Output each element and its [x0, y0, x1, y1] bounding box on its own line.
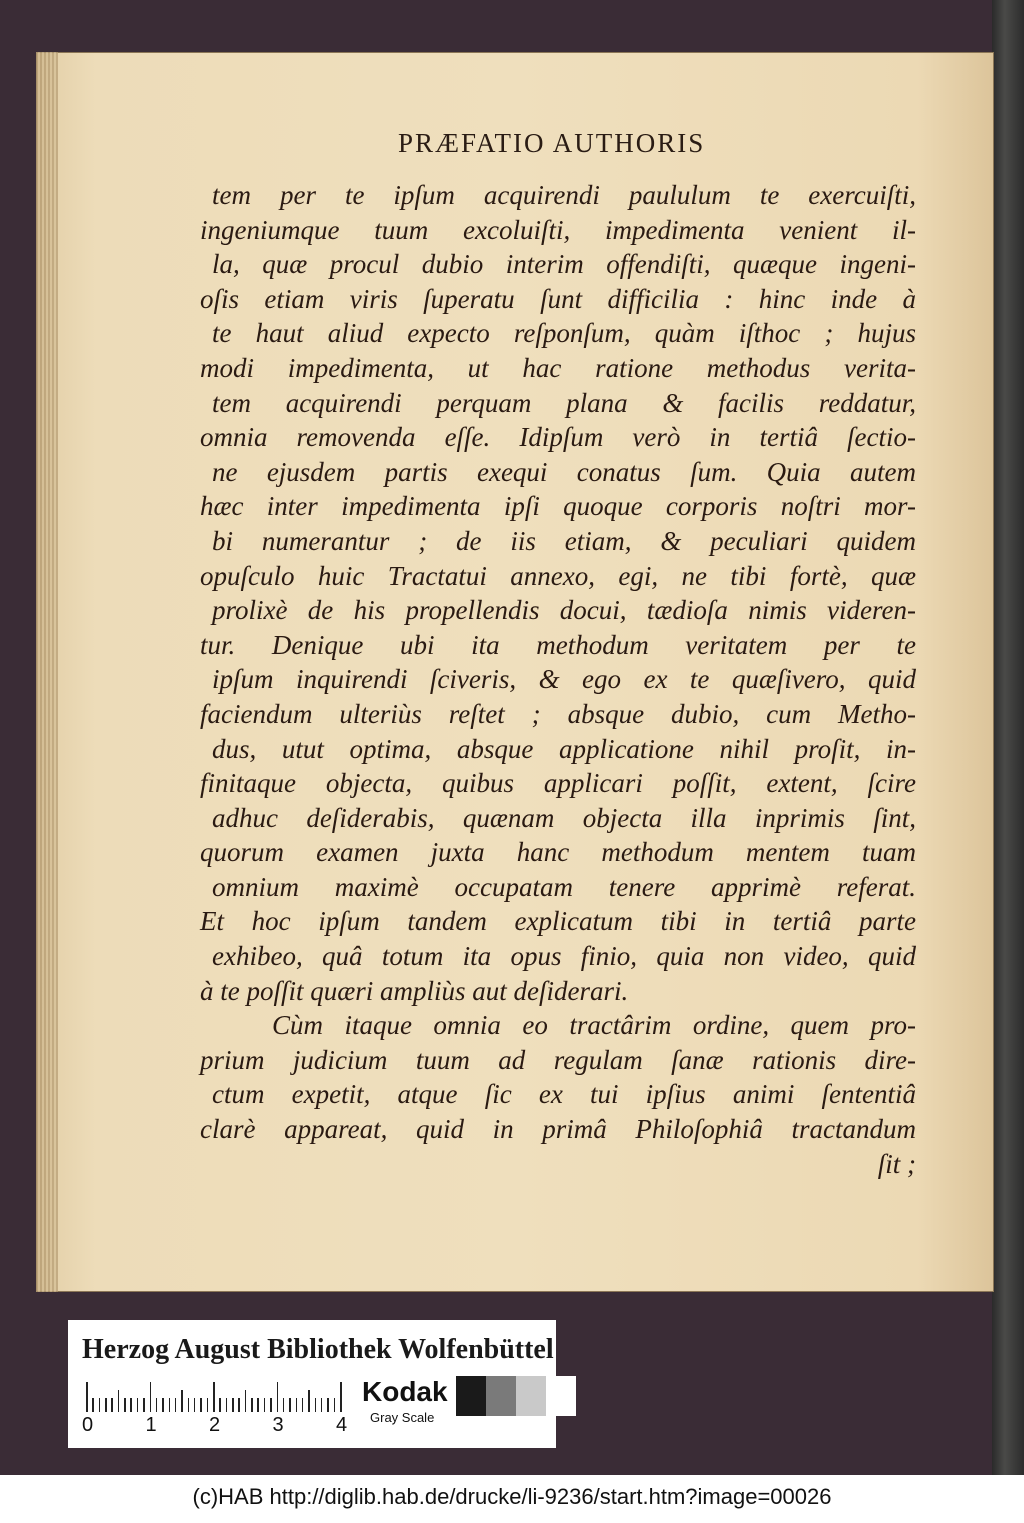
text-line: prolixè de his propellendis docui, tædioſa nimis videren- [212, 595, 916, 626]
brand-subtitle: Gray Scale [370, 1410, 435, 1425]
adjacent-page-edge [992, 0, 1024, 1475]
ruler-number: 2 [209, 1414, 221, 1436]
text-line: quorum examen juxta hanc methodum mentem tuam [200, 837, 916, 868]
ruler-tick [156, 1398, 158, 1412]
ruler-tick [289, 1398, 291, 1412]
text-line: clarè appareat, quid in primâ Philoſophiâ tractandum [200, 1114, 916, 1145]
brand-name: Kodak [362, 1376, 448, 1407]
gray-patch [546, 1376, 576, 1416]
body-text [200, 178, 916, 1181]
ruler-tick [264, 1398, 266, 1412]
text-line: tem per te ipſum acquirendi paululum te exercuiſti, [212, 180, 916, 210]
text-line: hæc inter impedimenta ipſi quoque corporis noſtri mor- [200, 491, 916, 522]
ruler-tick [308, 1390, 310, 1412]
text-line: Cùm itaque omnia eo tractârim ordine, quem pro- [272, 1010, 916, 1041]
text-line: tur. Denique ubi ita methodum veritatem per te [200, 629, 916, 660]
ruler-tick [327, 1398, 329, 1412]
ruler-tick [86, 1382, 88, 1412]
ruler-tick [213, 1382, 215, 1412]
ruler-tick [238, 1398, 240, 1412]
text-line: finitaque objecta, quibus applicari poſſit, extent, ſcire [200, 768, 916, 799]
text-line: prium judicium tuum ad regulam ſanæ rationis dire- [200, 1044, 916, 1075]
ruler-tick [105, 1398, 107, 1412]
ruler-tick [194, 1398, 196, 1412]
text-line: la, quæ procul dubio interim offendiſti, quæque ingeni- [212, 249, 916, 280]
ruler-tick [124, 1398, 126, 1412]
ruler-tick [111, 1398, 113, 1412]
text-line: ingeniumque tuum excoluiſti, impedimenta venient il- [200, 214, 916, 245]
ruler-tick [277, 1382, 279, 1412]
text-line: oſis etiam viris ſuperatu ſunt difficilia : hinc inde à [200, 283, 916, 314]
text-line: à te poſſit quæri ampliùs aut deſiderari. [200, 975, 629, 1006]
archive-title: Herzog August Bibliothek Wolfenbüttel [82, 1334, 554, 1365]
ruler-tick [175, 1398, 177, 1412]
text-line: faciendum ulteriùs reſtet ; absque dubio, cum Metho- [200, 698, 916, 729]
gray-patch [456, 1376, 486, 1416]
ruler-tick [162, 1398, 164, 1412]
text-line: opuſculo huic Tractatui annexo, egi, ne tibi fortè, quæ [200, 560, 916, 591]
text-line: ipſum inquirendi ſciveris, & ego ex te quæſivero, quid [212, 664, 916, 695]
ruler-tick [257, 1398, 259, 1412]
text-line: tem acquirendi perquam plana & facilis reddatur, [212, 387, 916, 418]
ruler-number: 1 [145, 1414, 157, 1436]
running-head: PRÆFATIO AUTHORIS [398, 128, 706, 158]
ruler-tick [137, 1398, 139, 1412]
ruler-tick [188, 1398, 190, 1412]
text-line: modi impedimenta, ut hac ratione methodus verita- [200, 352, 916, 383]
ruler-tick [118, 1390, 120, 1412]
ruler-tick [245, 1390, 247, 1412]
ruler-tick [270, 1398, 272, 1412]
ruler-tick [302, 1398, 304, 1412]
gray-patch [516, 1376, 546, 1416]
text-line: omnium maximè occupatam tenere apprimè referat. [212, 871, 916, 902]
ruler-tick [169, 1398, 171, 1412]
archive-label [68, 1320, 556, 1448]
text-line: bi numerantur ; de iis etiam, & peculiari quidem [212, 525, 916, 556]
ruler-tick [232, 1398, 234, 1412]
ruler-tick [315, 1398, 317, 1412]
text-line: omnia removenda eſſe. Idipſum verò in tertiâ ſectio- [200, 422, 916, 453]
ruler-tick [321, 1398, 323, 1412]
ruler-tick [130, 1398, 132, 1412]
ruler-tick [226, 1398, 228, 1412]
ruler-tick [219, 1398, 221, 1412]
ruler-tick [283, 1398, 285, 1412]
text-line: te haut aliud expecto reſponſum, quàm iſthoc ; hujus [212, 318, 916, 349]
measurement-ruler [86, 1378, 356, 1412]
text-line: adhuc deſiderabis, quænam objecta illa inprimis ſint, [212, 802, 916, 833]
ruler-tick [200, 1398, 202, 1412]
ruler-numbers [82, 1414, 382, 1440]
ruler-tick [296, 1398, 298, 1412]
ruler-tick [334, 1398, 336, 1412]
ruler-tick [92, 1398, 94, 1412]
ruler-tick [150, 1382, 152, 1412]
text-line: dus, utut optima, absque applicatione nihil proſit, in- [212, 733, 916, 764]
text-line: exhibeo, quâ totum ita opus finio, quia non video, quid [212, 941, 916, 972]
ruler-tick [251, 1398, 253, 1412]
page-fore-edge [36, 52, 58, 1292]
image-citation: (c)HAB http://diglib.hab.de/drucke/li-9236/start.htm?image=00026 [192, 1484, 832, 1509]
text-line: ne ejusdem partis exequi conatus ſum. Quia autem [212, 456, 916, 487]
gray-patch [486, 1376, 516, 1416]
text-line: Et hoc ipſum tandem explicatum tibi in tertiâ parte [200, 906, 916, 937]
ruler-tick [99, 1398, 101, 1412]
ruler-number: 3 [272, 1414, 284, 1436]
ruler-tick [340, 1382, 342, 1412]
ruler-tick [143, 1398, 145, 1412]
text-line: ctum expetit, atque ſic ex tui ipſius animi ſententiâ [212, 1079, 916, 1110]
ruler-tick [181, 1390, 183, 1412]
ruler-number: 4 [336, 1414, 348, 1436]
ruler-number: 0 [82, 1414, 94, 1436]
text-line: ſit ; [877, 1148, 916, 1179]
ruler-tick [207, 1398, 209, 1412]
